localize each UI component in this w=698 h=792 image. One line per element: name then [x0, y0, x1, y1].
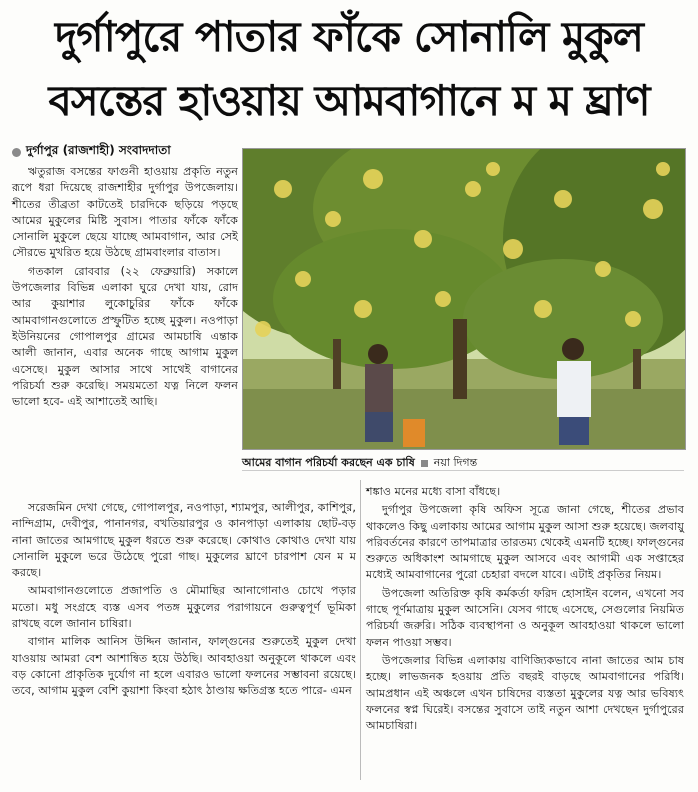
headline-line-2: বসন্তের হাওয়ায় আমবাগানে ম ম ঘ্রাণ — [48, 76, 650, 125]
headline-line-1: দুর্গাপুরে পাতার ফাঁকে সোনালি মুকুল — [55, 12, 643, 61]
article-column-right — [366, 484, 684, 736]
caption-text: আমের বাগান পরিচর্যা করছেন এক চাষি — [242, 456, 415, 469]
paragraph: উপজেলার বিভিন্ন এলাকায় বাণিজ্যিকভাবে নানা জাতের আম চাষ হচ্ছে। লাভজনক হওয়ায় প্রতি বছরই বাড়ছে আমবাগানের পরিধি। আমপ্রধান এই অঞ্চলে এখন চাষিদের ব্যস্ততা মুকুলের যত্ন আর ভবিষ্যৎ ফলনের স্বপ্ন ঘিরেই। বসন্তের সুবাসে তাই নতুন আশা দেখছেন দুর্গাপুরের আমচাষিরা। — [366, 653, 684, 733]
square-bullet-icon — [421, 460, 428, 467]
article-column-left — [12, 164, 238, 412]
paragraph: বাগান মালিক আনিস উদ্দিন জানান, ফাল্গুনের শুরুতেই মুকুল দেখা যাওয়ায় আমরা বেশ আশান্বিত হয়ে উঠছি। আবহাওয়া অনুকূলে থাকলে এবং বড় কোনো প্রাকৃতিক দুর্যোগ না হলে এবারও ভালো ফলনের সম্ভাবনা রয়েছে। তবে, আগাম মুকুল বেশি কুয়াশা কিংবা হঠাৎ ঠাণ্ডায় ক্ষতিগ্রস্ত হতে পারে- এমন — [12, 635, 356, 698]
divider — [242, 470, 684, 471]
paragraph: ঋতুরাজ বসন্তের ফাগুনী হাওয়ায় প্রকৃতি নতুন রূপে ধরা দিয়েছে রাজশাহীর দুর্গাপুর উপজেলায়। শীতের তীব্রতা কাটতেই চারদিকে ছড়িয়ে পড়ছে আমের মুকুলের মিষ্টি সুবাস। পাতার ফাঁকে ফাঁকে সোনালি মুকুলে ছেয়ে যাচ্ছে আমবাগান, আর সেই সৌরভে মুখরিত হয়ে উঠছে গ্রামবাংলার বাতাস। — [12, 165, 238, 260]
byline-text: দুর্গাপুর (রাজশাহী) সংবাদদাতা — [26, 143, 171, 157]
paragraph: আমবাগানগুলোতে প্রজাপতি ও মৌমাছির আনাগোনাও চোখে পড়ার মতো। মধু সংগ্রহে ব্যস্ত এসব পতঙ্গ মুকুলের পরাগায়নে গুরুত্বপূর্ণ ভূমিকা রাখছে বলে জানান চাষিরা। — [12, 584, 356, 631]
column-divider — [360, 480, 361, 780]
paragraph: শঙ্কাও মনের মধ্যে বাসা বাঁধছে। — [366, 485, 501, 498]
bullet-icon — [12, 148, 21, 157]
paragraph: উপজেলা অতিরিক্ত কৃষি কর্মকর্তা ফরিদ হোসাইন বলেন, এখনো সব গাছে পূর্ণমাত্রায় মুকুল আসেনি। যেসব গাছে এসেছে, সেগুলোর নিয়মিত পরিচর্যা জরুরি। সঠিক ব্যবস্থাপনা ও অনুকূল আবহাওয়া থাকলে ভালো ফলন পাওয়া সম্ভব। — [366, 586, 684, 649]
paragraph: সরেজমিন দেখা গেছে, গোপালপুর, নওপাড়া, শ্যামপুর, আলীপুর, কাশিপুর, নান্দিগ্রাম, দেবীপুর, পানানগর, বখতিয়ারপুর ও কানপাড়া এলাকায় ছোট-বড় নানা জাতের আমগাছে মুকুল ধরতে শুরু করেছে। কোথাও কোথাও দেখা যায় সোনালি মুকুলে ভরে উঠেছে পুরো গাছ। মুকুলের ঘ্রাণে চারপাশ যেন ম ম করছে। — [12, 501, 356, 580]
paragraph: গতকাল রোববার (২২ ফেব্রুয়ারি) সকালে উপজেলার বিভিন্ন এলাকা ঘুরে দেখা যায়, রোদ আর কুয়াশার লুকোচুরির ফাঁকে ফাঁকে আমবাগানগুলোতে প্রস্ফুটিত হচ্ছে মুকুল। নওপাড়া ইউনিয়নের গোপালপুর গ্রামের আমচাষি এন্তাক আলী জানান, এবার অনেক গাছে আগাম মুকুল এসেছে। মুকুল আসার সাথে সাথেই বাগানের পরিচর্যা শুরু করেছি। সময়মতো যত্ন নিলে ফলন ভালো হবে- এই আশাতেই আছি। — [12, 264, 238, 409]
byline — [12, 142, 171, 162]
photo-credit: নয়া দিগন্ত — [433, 456, 478, 469]
paragraph: দুর্গাপুর উপজেলা কৃষি অফিস সূত্রে জানা গেছে, শীতের প্রভাব থাকলেও কিছু এলাকায় আমের আগাম মুকুল আসা শুরু হয়েছে। জলবায়ু পরিবর্তনের কারণে তাপমাত্রার তারতম্য থেকেই এমনটি হচ্ছে। ফাল্গুনের শুরুতে অধিকাংশ আমগাছে মুকুল আসবে এবং আগামী এক সপ্তাহের মধ্যেই আমবাগানের পুরো চেহারা বদলে যাবে। এটাই প্রকৃতির নিয়ম। — [366, 503, 684, 582]
article-column-middle — [12, 500, 356, 702]
mango-orchard-photo — [242, 148, 686, 450]
